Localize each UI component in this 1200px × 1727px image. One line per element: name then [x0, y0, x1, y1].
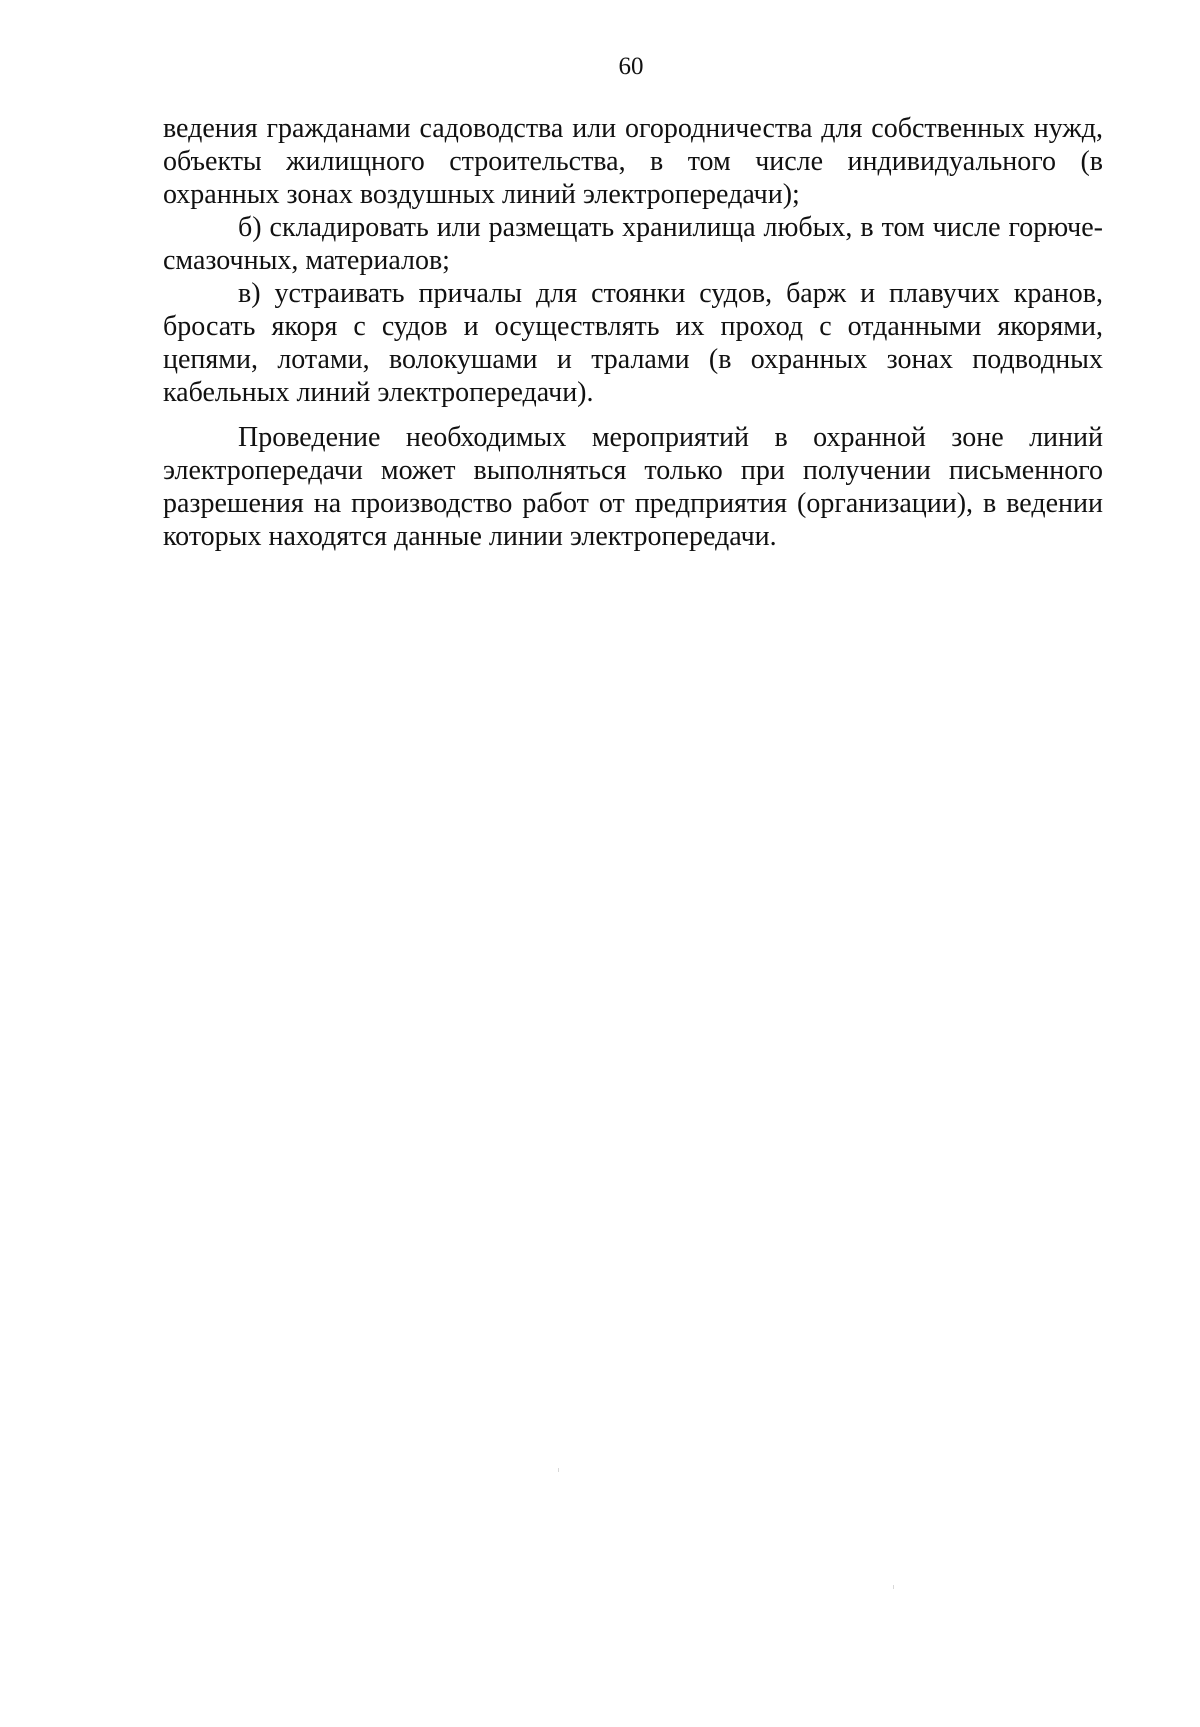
body-text: [163, 112, 1103, 553]
scan-artifact-dot: [893, 1585, 894, 1589]
paragraph-permission: Проведение необходимых мероприятий в охранной зоне линий электропередачи может выполняться только при получении письменного разрешения на производство работ от предприятия (организации), в ведении которых находятся данные линии электропередачи.: [163, 422, 1103, 552]
paragraph-item-v: в) устраивать причалы для стоянки судов, барж и плавучих кранов, бросать якоря с судов и осуществлять их проход с отданными якорями, цепями, лотами, волокушами и тралами (в охранных зонах подводных кабельных линий электропередачи).: [163, 278, 1103, 408]
page-number: 60: [618, 53, 644, 80]
scan-artifact-dot: [558, 1468, 559, 1472]
paragraph-continuation: ведения гражданами садоводства или огородничества для собственных нужд, объекты жилищного строительства, в том числе индивидуального (в охранных зонах воздушных линий электропередачи);: [163, 113, 1103, 210]
paragraph-item-b: б) складировать или размещать хранилища любых, в том числе горюче-смазочных, материалов;: [163, 212, 1103, 276]
